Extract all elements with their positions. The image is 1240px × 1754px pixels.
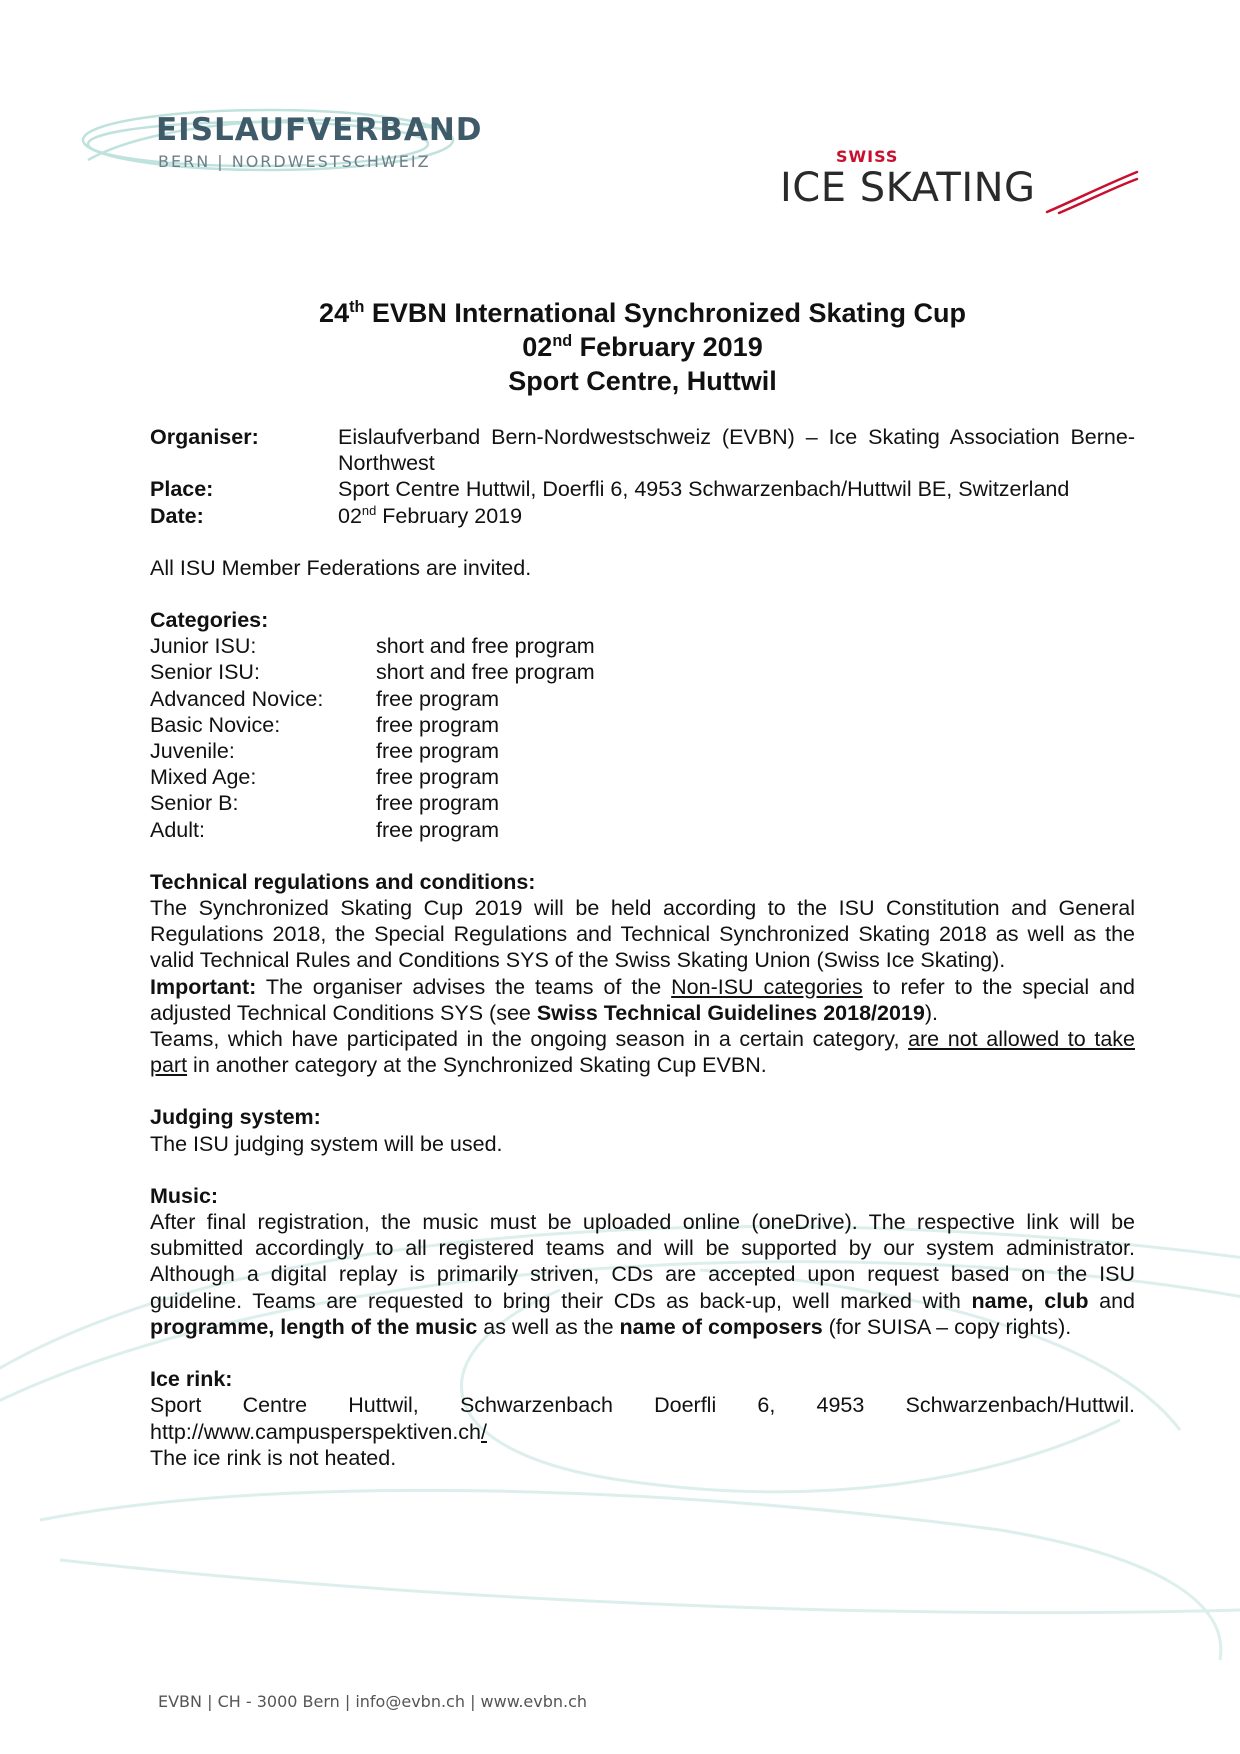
invitation-text: All ISU Member Federations are invited. [150,555,532,580]
title-line-2: 02nd February 2019 [522,332,763,362]
categories-list [150,633,1135,843]
evbn-logo [78,100,483,190]
evbn-logo-subtitle: BERN | NORDWESTSCHWEIZ [158,152,431,171]
important-paragraph: Important: The organiser advises the teams of the Non-ISU categories to refer to the special and adjusted Technical Conditions SYS (see Swiss Technical Guidelines 2018/2019). [150,974,1135,1025]
date-value: 02nd February 2019 [338,502,523,528]
skate-blade-icon [1045,170,1140,215]
list-item: Advanced Novice: free program [150,686,500,711]
list-item: Adult: free program [150,817,500,842]
list-item: Junior ISU: short and free program [150,634,595,659]
sis-logo-swiss: SWISS [836,147,899,166]
technical-paragraph: The Synchronized Skating Cup 2019 will be held according to the ISU Constitution and General Regulations 2018, the Special Regulations and Technical Synchronized Skating 2018 as well as the valid Technical Rules and Conditions SYS of the Swiss Skating Union (Swiss Ice Skating). [150,896,1135,973]
evbn-logo-name: EISLAUFVERBAND [156,112,483,148]
organiser-value: Eislaufverband Bern-Nordwestschweiz (EVBN) – Ice Skating Association Berne-Northwest [338,425,1135,476]
document-title [150,296,1135,398]
ice-rink-link[interactable]: http://www.campusperspektiven.ch/ [150,1419,487,1444]
info-organiser [150,424,1135,476]
sis-logo-name: ICE SKATING [780,165,1036,211]
title-line-1: 24th EVBN International Synchronized Skating Cup [319,298,966,328]
ice-rink-note: The ice rink is not heated. [150,1445,397,1470]
info-date [150,503,1135,529]
place-value: Sport Centre Huttwil, Doerfli 6, 4953 Schwarzenbach/Huttwil BE, Switzerland [338,477,1070,502]
swiss-ice-skating-logo [780,145,1140,220]
date-label: Date: [150,503,204,528]
categories-heading: Categories: [150,608,269,633]
info-place [150,476,1135,502]
judging-text: The ISU judging system will be used. [150,1131,503,1156]
document-body [150,424,1135,1471]
list-item: Juvenile: free program [150,739,500,764]
list-item: Mixed Age: free program [150,765,500,790]
page-footer: EVBN | CH - 3000 Bern | info@evbn.ch | www.evbn.ch [158,1692,588,1711]
technical-heading: Technical regulations and conditions: [150,869,536,894]
organiser-label: Organiser: [150,425,259,449]
ice-rink-heading: Ice rink: [150,1367,233,1392]
list-item: Senior B: free program [150,791,500,816]
judging-heading: Judging system: [150,1105,321,1130]
place-label: Place: [150,477,214,502]
list-item: Senior ISU: short and free program [150,660,595,685]
teams-paragraph: Teams, which have participated in the ongoing season in a certain category, are not allowed to take part in another category at the Synchronized Skating Cup EVBN. [150,1027,1135,1078]
list-item: Basic Novice: free program [150,712,500,737]
music-paragraph: After final registration, the music must be uploaded online (oneDrive). The respective link will be submitted accordingly to all registered teams and will be supported by our system administrator. Although a digital replay is primarily striven, CDs are accepted upon request based on the ISU guideline. Teams are requested to bring their CDs as back-up, well marked with name, club and programme, length of the music as well as the name of composers (for SUISA – copy rights). [150,1210,1135,1339]
ice-rink-address: Sport Centre Huttwil, Schwarzenbach Doerfli 6, 4953 Schwarzenbach/Huttwil. [150,1393,1135,1418]
title-line-3: Sport Centre, Huttwil [508,366,777,396]
music-heading: Music: [150,1183,219,1208]
